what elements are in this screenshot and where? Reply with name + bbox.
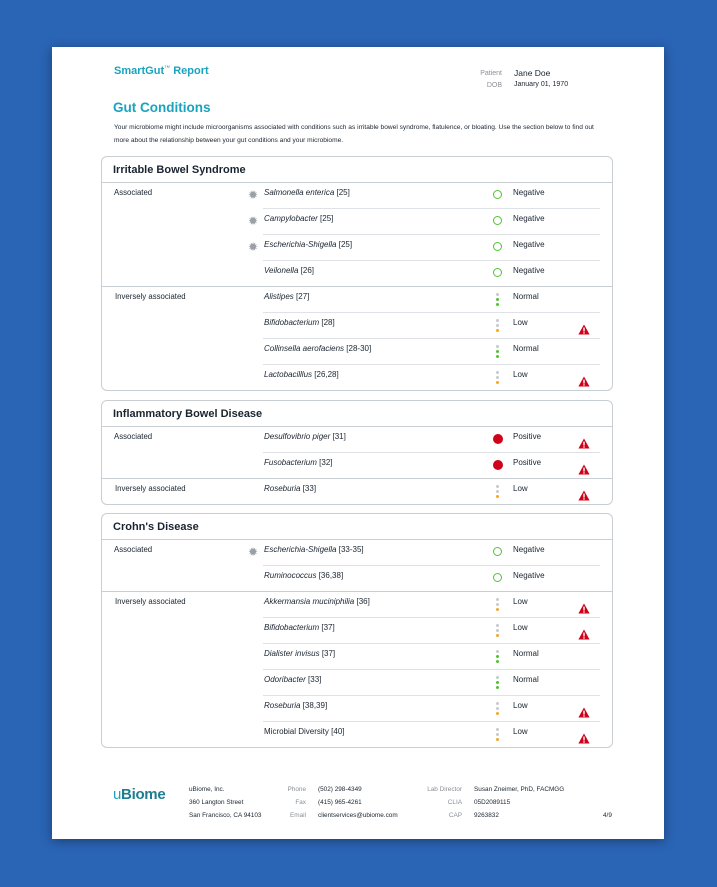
result-value: Normal <box>513 675 539 684</box>
result-value: Low <box>513 370 528 379</box>
negative-indicator-icon <box>493 268 503 278</box>
pathogen-icon: ✹ <box>247 188 259 202</box>
table-row <box>102 618 612 644</box>
footer-city: San Francisco, CA 94103 <box>189 812 262 819</box>
table-row <box>102 696 612 722</box>
condition-card-ibd <box>101 400 613 505</box>
warning-icon <box>578 705 590 716</box>
organism-name: Fusobacterium [32] <box>264 458 333 467</box>
group-label: Inversely associated <box>115 597 186 606</box>
warning-icon <box>578 436 590 447</box>
table-row <box>102 592 612 618</box>
footer-fax: (415) 965-4261 <box>318 799 362 806</box>
negative-indicator-icon <box>493 573 503 583</box>
group-label: Inversely associated <box>115 292 186 301</box>
pathogen-icon: ✹ <box>247 545 259 559</box>
report-page <box>52 47 664 839</box>
warning-icon <box>578 488 590 499</box>
table-row <box>102 670 612 696</box>
normal-level-icon <box>493 346 503 356</box>
table-row <box>102 644 612 670</box>
patient-label: Patient <box>480 70 502 77</box>
patient-name: Jane Doe <box>514 68 551 78</box>
page-number: 4/9 <box>603 812 612 819</box>
low-level-icon <box>493 320 503 330</box>
negative-indicator-icon <box>493 216 503 226</box>
condition-title: Inflammatory Bowel Disease <box>113 408 263 420</box>
condition-card-ibs <box>101 156 613 391</box>
organism-name: Microbial Diversity [40] <box>264 727 345 736</box>
positive-indicator-icon <box>493 434 503 444</box>
table-row <box>102 722 612 748</box>
negative-indicator-icon <box>493 547 503 557</box>
footer-street: 360 Langton Street <box>189 799 244 806</box>
footer-cap: 9263832 <box>474 812 499 819</box>
table-row <box>102 540 612 566</box>
table-row <box>102 183 612 209</box>
condition-card-crohns <box>101 513 613 748</box>
low-level-icon <box>493 486 503 496</box>
condition-title: Crohn's Disease <box>113 521 199 533</box>
pathogen-icon: ✹ <box>247 214 259 228</box>
group-label: Associated <box>114 188 153 197</box>
warning-icon <box>578 322 590 333</box>
table-row <box>102 339 612 365</box>
organism-name: Escherichia-Shigella [25] <box>264 240 353 249</box>
organism-name: Odoribacter [33] <box>264 675 322 684</box>
dob-value: January 01, 1970 <box>514 81 569 88</box>
table-row <box>102 566 612 592</box>
warning-icon <box>578 731 590 742</box>
low-level-icon <box>493 372 503 382</box>
result-value: Normal <box>513 292 539 301</box>
organism-name: Escherichia-Shigella [33-35] <box>264 545 364 554</box>
low-level-icon <box>493 625 503 635</box>
warning-icon <box>578 374 590 385</box>
organism-name: Veilonella [26] <box>264 266 314 275</box>
normal-level-icon <box>493 651 503 661</box>
footer <box>52 779 664 829</box>
group-label: Associated <box>114 432 153 441</box>
footer-phone: (502) 298-4349 <box>318 786 362 793</box>
result-value: Low <box>513 318 528 327</box>
result-value: Positive <box>513 458 542 467</box>
result-value: Low <box>513 623 528 632</box>
table-row <box>102 261 612 287</box>
footer-fax-label: Fax <box>295 799 306 806</box>
footer-clia: 05D2089115 <box>474 799 511 806</box>
table-row <box>102 313 612 339</box>
low-level-icon <box>493 703 503 713</box>
organism-name: Salmonella enterica [25] <box>264 188 350 197</box>
table-row <box>102 427 612 453</box>
result-value: Negative <box>513 571 545 580</box>
normal-level-icon <box>493 294 503 304</box>
organism-name: Ruminococcus [36,38] <box>264 571 344 580</box>
low-level-icon <box>493 729 503 739</box>
organism-name: Dialister invisus [37] <box>264 649 336 658</box>
pathogen-icon: ✹ <box>247 240 259 254</box>
negative-indicator-icon <box>493 242 503 252</box>
low-level-icon <box>493 599 503 609</box>
positive-indicator-icon <box>493 460 503 470</box>
result-value: Negative <box>513 188 545 197</box>
organism-name: Lactobacilllus [26,28] <box>264 370 339 379</box>
organism-name: Collinsella aerofaciens [28-30] <box>264 344 372 353</box>
group-label: Associated <box>114 545 153 554</box>
result-value: Negative <box>513 214 545 223</box>
organism-name: Alistipes [27] <box>264 292 310 301</box>
result-value: Normal <box>513 649 539 658</box>
organism-name: Desulfovibrio piger [31] <box>264 432 346 441</box>
organism-name: Akkermansia muciniphilia [36] <box>264 597 370 606</box>
condition-title: Irritable Bowel Syndrome <box>113 164 246 176</box>
report-brand: SmartGut™ Report <box>114 65 209 77</box>
warning-icon <box>578 462 590 473</box>
result-value: Low <box>513 597 528 606</box>
footer-company: uBiome, Inc. <box>189 786 225 793</box>
footer-phone-label: Phone <box>287 786 306 793</box>
table-row <box>102 453 612 479</box>
footer-cap-label: CAP <box>448 812 462 819</box>
table-row <box>102 209 612 235</box>
footer-email-label: Email <box>290 812 306 819</box>
footer-clia-label: CLIA <box>447 799 462 806</box>
result-value: Negative <box>513 240 545 249</box>
footer-director: Susan Zneimer, PhD, FACMGG <box>474 786 565 793</box>
result-value: Positive <box>513 432 542 441</box>
result-value: Low <box>513 484 528 493</box>
organism-name: Campylobacter [25] <box>264 214 334 223</box>
footer-director-label: Lab Director <box>427 786 462 793</box>
table-row <box>102 235 612 261</box>
intro-text: Your microbiome might include microorganisms associated with conditions such as irritable bowel syndrome, flatulence, or bloating. Use the section below to find out more about the relationship between your gut conditions and your microbiome. <box>114 124 594 144</box>
negative-indicator-icon <box>493 190 503 200</box>
normal-level-icon <box>493 677 503 687</box>
organism-name: Bifidobacterium [37] <box>264 623 335 632</box>
group-label: Inversely associated <box>115 484 186 493</box>
organism-name: Roseburia [38,39] <box>264 701 328 710</box>
table-row <box>102 287 612 313</box>
footer-email[interactable]: clientservices@ubiome.com <box>318 812 398 819</box>
warning-icon <box>578 601 590 612</box>
page-title: Gut Conditions <box>113 100 211 115</box>
organism-name: Roseburia [33] <box>264 484 317 493</box>
organism-name: Bifidobacterium [28] <box>264 318 335 327</box>
table-row <box>102 479 612 505</box>
result-value: Normal <box>513 344 539 353</box>
result-value: Low <box>513 701 528 710</box>
warning-icon <box>578 627 590 638</box>
result-value: Low <box>513 727 528 736</box>
dob-label: DOB <box>486 82 502 89</box>
ubiome-logo: uBiome <box>113 786 166 803</box>
result-value: Negative <box>513 266 545 275</box>
table-row <box>102 365 612 391</box>
result-value: Negative <box>513 545 545 554</box>
